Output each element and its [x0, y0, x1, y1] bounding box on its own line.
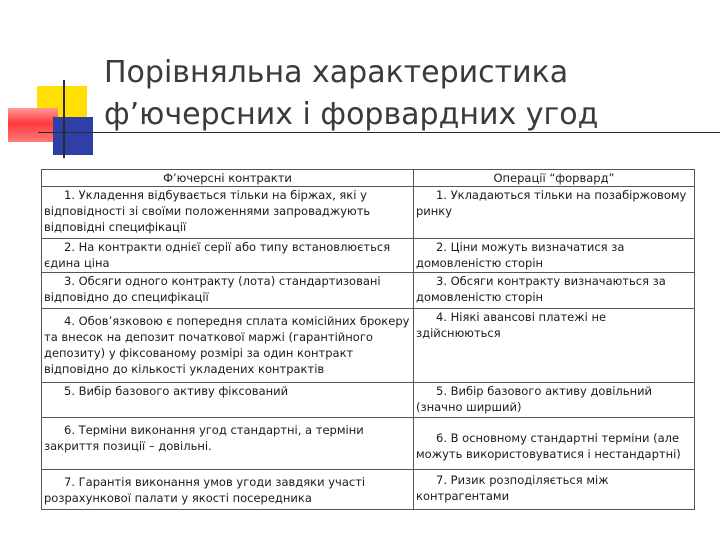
table-row: [42, 273, 695, 309]
forward-cell: 7. Ризик розподіляється між контрагентами: [414, 470, 695, 510]
forward-cell: 3. Обсяги контракту визначаються за домовленістю сторін: [414, 273, 695, 309]
slide-title: [104, 52, 704, 136]
title-line-1: Порівняльна характеристика: [104, 55, 569, 90]
forward-cell: 5. Вибір базового активу довільний (значно ширший): [414, 383, 695, 418]
forward-cell: 4. Ніякі авансові платежі не здійснюються: [414, 309, 695, 383]
futures-cell: 5. Вибір базового активу фіксований: [42, 383, 414, 418]
header-forward: Операції “форвард”: [414, 170, 695, 187]
decor-blue-square: [53, 117, 93, 155]
forward-cell: 2. Ціни можуть визначатися за домовленістю сторін: [414, 239, 695, 273]
table-header-row: [42, 170, 695, 187]
futures-cell: 3. Обсяги одного контракту (лота) стандартизовані відповідно до специфікації: [42, 273, 414, 309]
table-row: [42, 470, 695, 510]
title-line-2: ф’ючерсних і форвардних угод: [104, 97, 599, 132]
futures-cell: 6. Терміни виконання угод стандартні, а терміни закриття позиції – довільні.: [42, 418, 414, 470]
table-row: [42, 187, 695, 239]
forward-cell: 6. В основному стандартні терміни (але можуть використовуватися і нестандартні): [414, 418, 695, 470]
futures-cell: 4. Обов’язковою є попередня сплата комісійних брокеру та внесок на депозит початкової маржі (гарантійного депозиту) у фіксованому розмірі за один контракт відповідно до кількості укладених контрактів: [42, 309, 414, 383]
futures-cell: 2. На контракти однієї серії або типу встановлюється єдина ціна: [42, 239, 414, 273]
table-row: [42, 383, 695, 418]
table-row: [42, 418, 695, 470]
table-row: [42, 239, 695, 273]
table-row: [42, 309, 695, 383]
decor-vertical-line: [63, 80, 65, 158]
decor-red-square: [8, 108, 58, 142]
header-futures: Ф’ючерсні контракти: [42, 170, 414, 187]
futures-cell: 1. Укладення відбувається тільки на біржах, які у відповідності зі своїми положеннями запроваджують відповідні специфікації: [42, 187, 414, 239]
comparison-table: [41, 169, 695, 510]
forward-cell: 1. Укладаються тільки на позабіржовому ринку: [414, 187, 695, 239]
futures-cell: 7. Гарантія виконання умов угоди завдяки участі розрахункової палати у якості посередника: [42, 470, 414, 510]
